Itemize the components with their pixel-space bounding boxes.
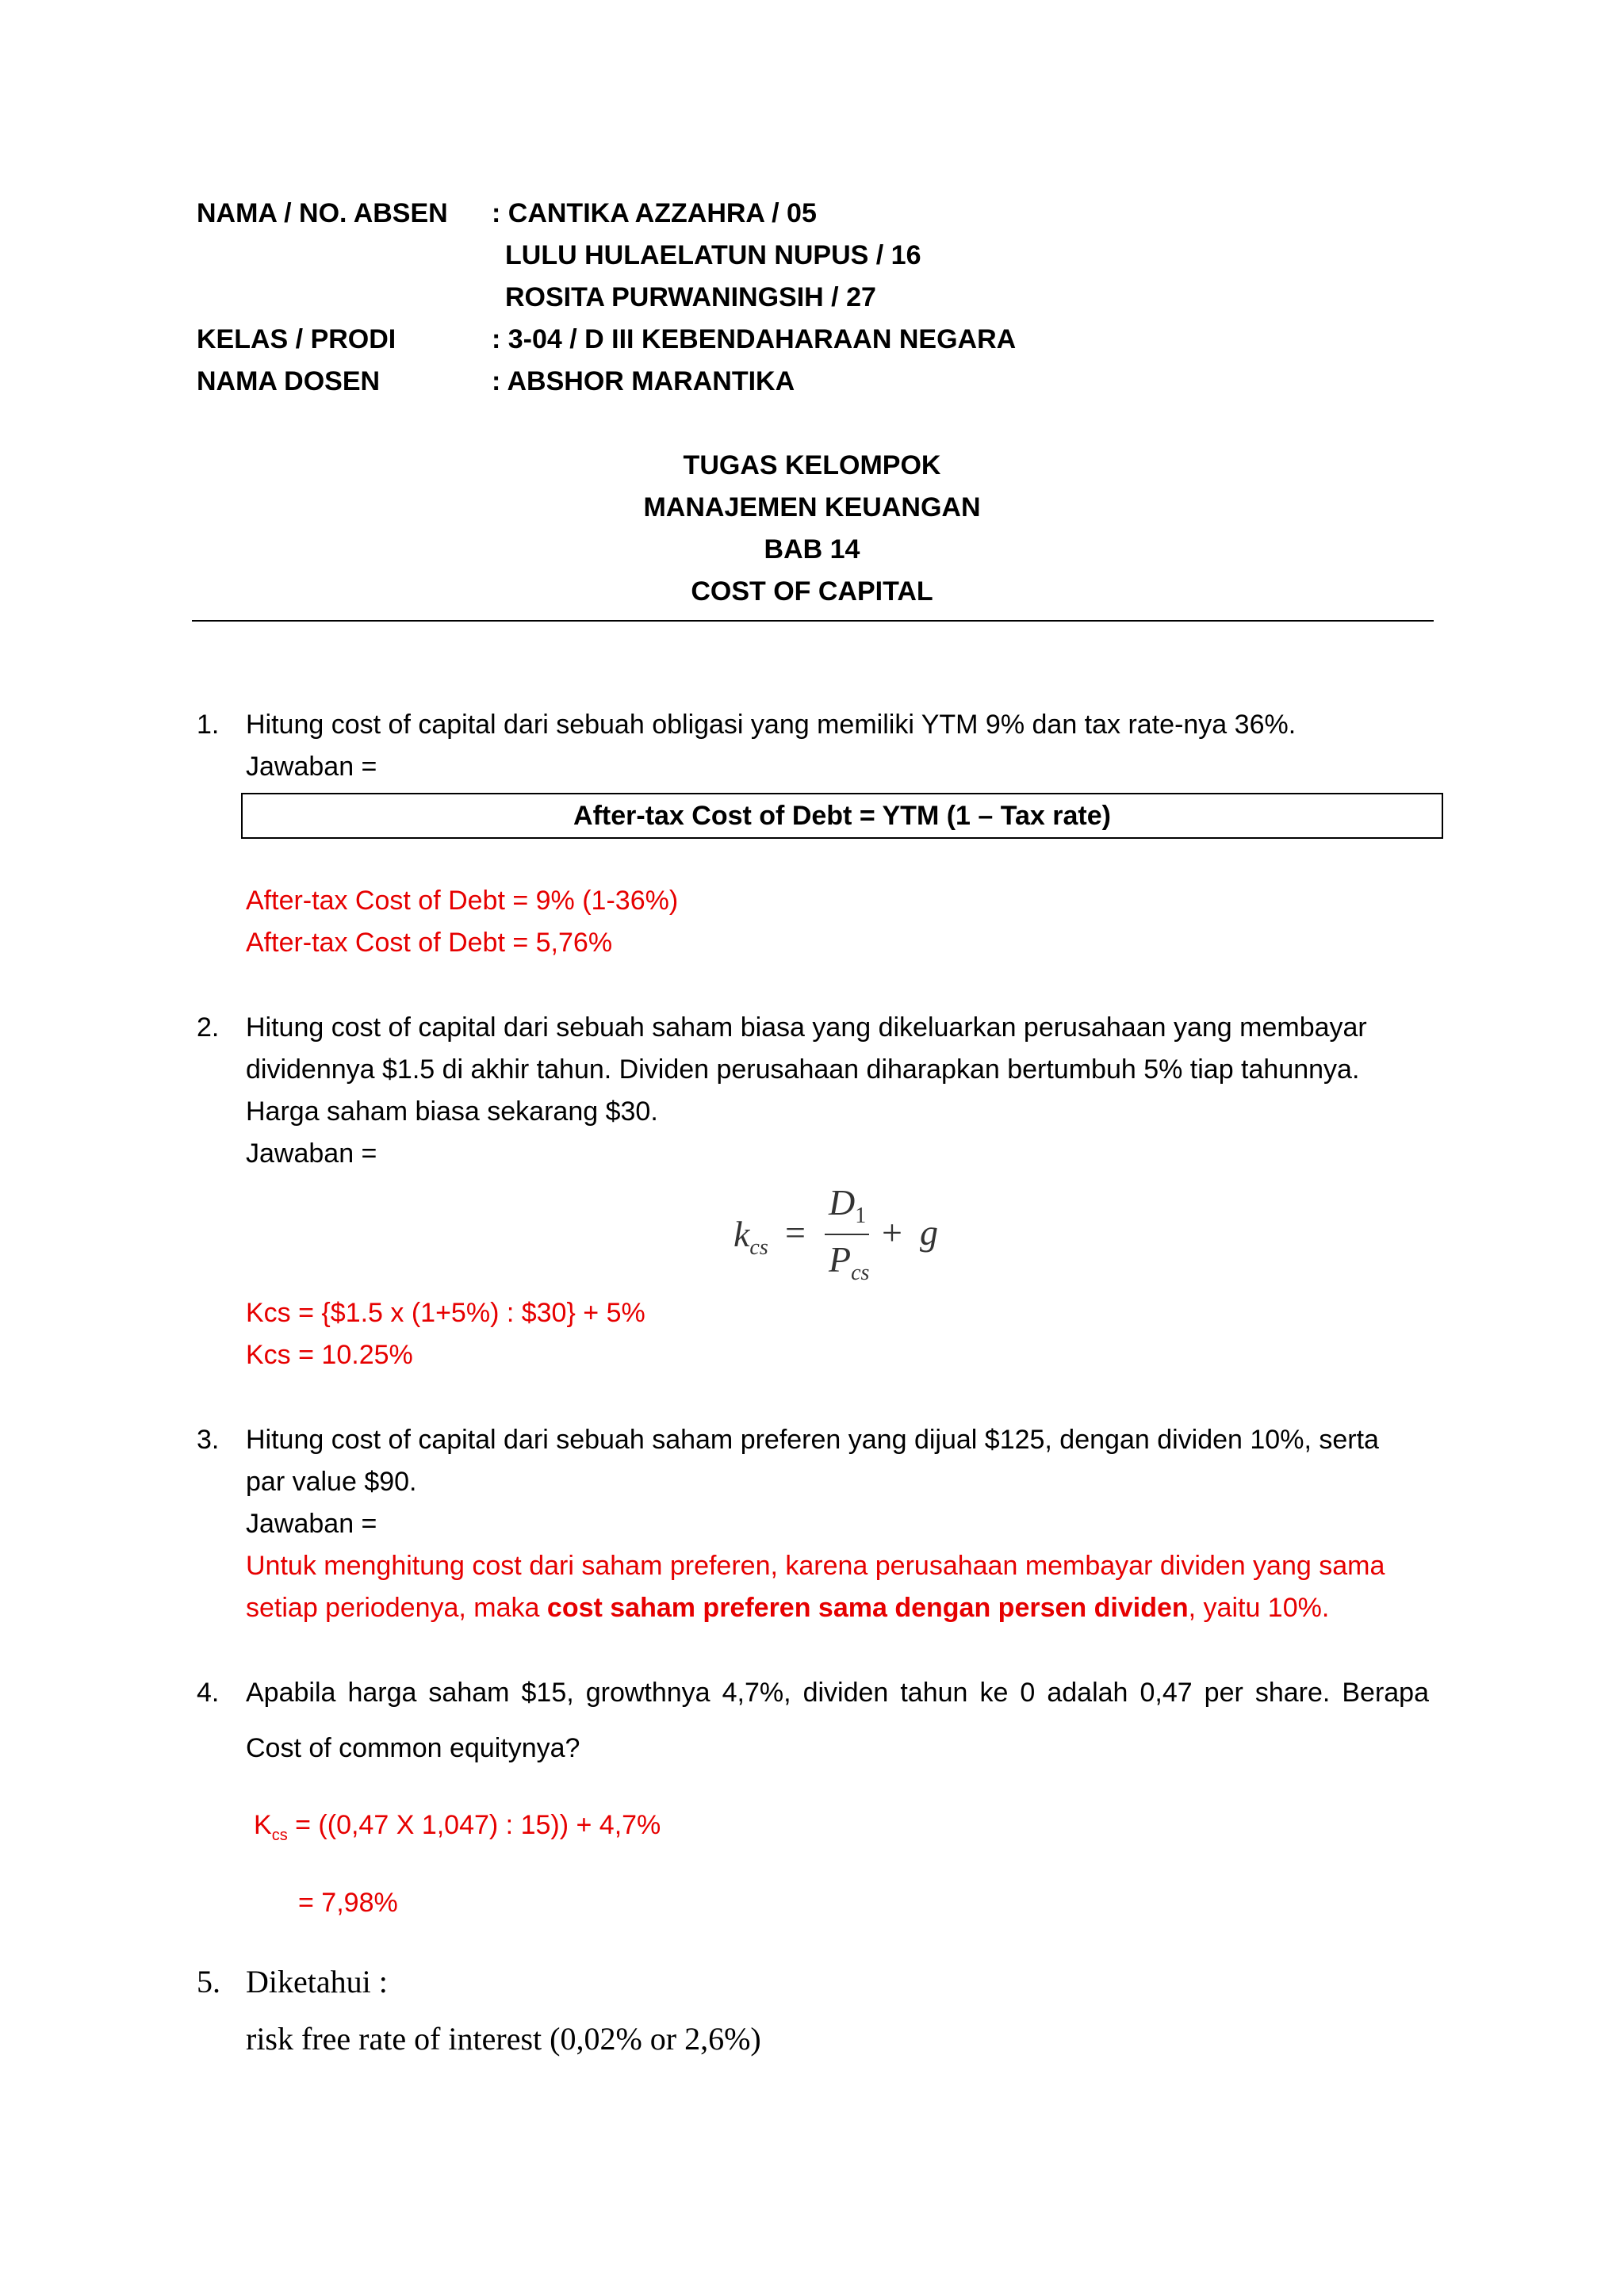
q3-answer-line-1: Untuk menghitung cost dari saham preferen, karena perusahaan membayar dividen yang sama bbox=[246, 1551, 1385, 1581]
q5-number: 5. bbox=[197, 1964, 220, 1999]
q2-text-line-3: Harga saham biasa sekarang $30. bbox=[246, 1096, 658, 1127]
q1-answer-line-2: After-tax Cost of Debt = 5,76% bbox=[246, 928, 613, 958]
q4-text-line-2: Cost of common equitynya? bbox=[246, 1733, 580, 1763]
formula-fraction-bar bbox=[825, 1234, 869, 1235]
q5-text-line-1: Diketahui : bbox=[246, 1964, 388, 1999]
q1-answer-label: Jawaban = bbox=[246, 752, 377, 782]
q4-answer-line-1: $K_{cs} = ((0,47$ X 1,047) : 15)) + 4,7% bbox=[254, 1810, 661, 1844]
q3-number: 3. bbox=[197, 1425, 220, 1455]
formula-numerator: $D_1$ bbox=[829, 1182, 867, 1229]
q1-formula: After-tax Cost of Debt = YTM (1 – Tax rate) bbox=[573, 800, 1111, 831]
title-divider bbox=[192, 620, 1434, 622]
q4-text-line-1: Apabila harga saham $15, growthnya 4,7%, dividen tahun ke 0 adalah 0,47 per share. Berapa bbox=[246, 1678, 1429, 1708]
q4-answer-line-2: = 7,98% bbox=[298, 1888, 398, 1918]
name-value-2: LULU HULAELATUN NUPUS / 16 bbox=[505, 240, 921, 270]
q1-formula-box bbox=[241, 793, 1443, 839]
name-label: NAMA / NO. ABSEN bbox=[197, 198, 448, 228]
q3-text-line-1: Hitung cost of capital dari sebuah saham preferen yang dijual $125, dengan dividen 10%, serta bbox=[246, 1425, 1379, 1455]
q3-answer-bold: cost saham preferen sama dengan persen dividen bbox=[546, 1593, 1189, 1623]
q3-text-line-2: par value $90. bbox=[246, 1467, 417, 1497]
formula-g: g bbox=[920, 1212, 938, 1253]
q3-answer-line-2: setiap periodenya, maka cost saham preferen sama dengan persen dividen, yaitu 10%. bbox=[246, 1593, 1330, 1623]
q4-number: 4. bbox=[197, 1678, 220, 1708]
q1-text: Hitung cost of capital dari sebuah obligasi yang memiliki YTM 9% dan tax rate-nya 36%. bbox=[246, 710, 1297, 740]
q2-answer-line-1: Kcs = {$1.5 x (1+5%) : $30} + 5% bbox=[246, 1298, 645, 1328]
class-value: : 3-04 / D III KEBENDAHARAAN NEGARA bbox=[492, 324, 1017, 354]
q5-text-line-2: risk free rate of interest (0,02% or 2,6%) bbox=[246, 2021, 761, 2057]
title-line-4: COST OF CAPITAL bbox=[691, 576, 933, 607]
class-label: KELAS / PRODI bbox=[197, 324, 396, 354]
title-line-3: BAB 14 bbox=[764, 534, 860, 564]
q1-number: 1. bbox=[197, 710, 220, 740]
q1-answer-line-1: After-tax Cost of Debt = 9% (1-36%) bbox=[246, 886, 679, 916]
formula-plus: + bbox=[882, 1212, 902, 1253]
q2-number: 2. bbox=[197, 1012, 220, 1043]
formula-denominator: $P_{cs}$ bbox=[829, 1239, 870, 1286]
q2-text-line-1: Hitung cost of capital dari sebuah saham biasa yang dikeluarkan perusahaan yang membayar bbox=[246, 1012, 1367, 1043]
q2-answer-label: Jawaban = bbox=[246, 1138, 377, 1169]
lecturer-value: : ABSHOR MARANTIKA bbox=[492, 366, 795, 396]
formula-k: $k_{cs}$ bbox=[733, 1214, 768, 1261]
lecturer-label: NAMA DOSEN bbox=[197, 366, 381, 396]
name-value-1: : CANTIKA AZZAHRA / 05 bbox=[492, 198, 817, 228]
q2-answer-line-2: Kcs = 10.25% bbox=[246, 1340, 413, 1370]
q3-answer-label: Jawaban = bbox=[246, 1509, 377, 1539]
formula-equals: = bbox=[785, 1212, 806, 1253]
q2-text-line-2: dividennya $1.5 di akhir tahun. Dividen perusahaan diharapkan bertumbuh 5% tiap tahunnya. bbox=[246, 1054, 1360, 1085]
title-line-2: MANAJEMEN KEUANGAN bbox=[643, 492, 981, 522]
title-line-1: TUGAS KELOMPOK bbox=[683, 450, 941, 480]
name-value-3: ROSITA PURWANINGSIH / 27 bbox=[505, 282, 876, 312]
